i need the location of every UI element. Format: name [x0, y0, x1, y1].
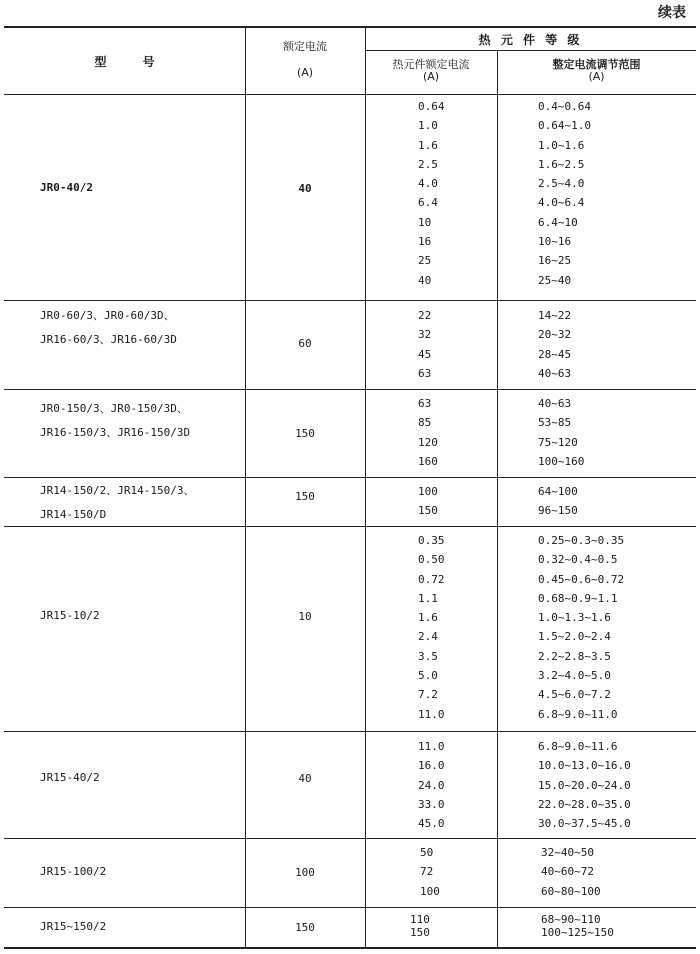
element-current-list [418, 737, 445, 833]
list-item: 63 [418, 366, 432, 380]
column-divider [497, 50, 498, 948]
list-item: 1.1 [418, 591, 438, 605]
list-item: 0.45~0.6~0.72 [538, 572, 625, 586]
adjust-range-list [541, 843, 601, 901]
model-name [40, 397, 190, 445]
list-item: 0.64 [418, 100, 445, 113]
list-item: 22.0~28.0~35.0 [538, 797, 631, 811]
list-item: 60~80~100 [541, 884, 601, 898]
header-subrule [366, 50, 696, 51]
list-item: 45 [418, 347, 432, 361]
list-item: 32 [418, 328, 432, 342]
list-item: 40~60~72 [541, 865, 594, 879]
list-item: 30.0~37.5~45.0 [538, 817, 631, 831]
model-line: JR14-150/2、JR14-150/3、 [40, 484, 195, 497]
model-line: JR14-150/D [40, 508, 107, 521]
list-item: 4.5~6.0~7.2 [538, 688, 611, 702]
list-item: 10 [418, 215, 432, 229]
list-item: 1.6 [418, 138, 438, 152]
element-current-list [418, 394, 438, 471]
list-item: 3.5 [418, 649, 438, 663]
adjust-range-list [538, 482, 578, 521]
rated-current: 40 [298, 182, 312, 195]
rated-current: 10 [298, 610, 312, 623]
list-item: 1.0~1.6 [538, 138, 585, 152]
adjust-range-list [538, 394, 584, 471]
header-thermal-grade: 热 元 件 等 级 [478, 33, 583, 47]
list-item: 85 [418, 416, 432, 430]
list-item: 150 [410, 926, 430, 939]
list-item: 0.35 [418, 534, 445, 547]
list-item: 100 [420, 884, 440, 898]
rated-current: 150 [295, 921, 315, 934]
adjust-range-list [538, 737, 631, 833]
list-item: 6.4~10 [538, 215, 578, 229]
model-line: JR0-150/3、JR0-150/3D、 [40, 402, 188, 415]
list-item: 110 [410, 913, 430, 926]
list-item: 32~40~50 [541, 846, 594, 859]
list-item: 40~63 [538, 366, 572, 380]
model-line: JR16-150/3、JR16-150/3D [40, 426, 191, 439]
table-bottom-rule [4, 947, 696, 949]
adjust-range-list [541, 913, 614, 939]
rated-current: 100 [295, 866, 315, 879]
list-item: 100~125~150 [541, 926, 614, 939]
list-item: 16.0 [418, 759, 445, 773]
model-name [40, 304, 177, 352]
continued-label: 续表 [658, 5, 686, 21]
column-divider [365, 27, 366, 948]
element-current-list [418, 97, 445, 290]
list-item: 0.68~0.9~1.1 [538, 591, 618, 605]
list-item: 14~22 [538, 309, 572, 322]
model-name [40, 479, 194, 527]
list-item: 40 [418, 273, 432, 287]
table-top-rule [4, 26, 696, 28]
list-item: 53~85 [538, 416, 572, 430]
list-item: 5.0 [418, 669, 438, 683]
list-item: 0.4~0.64 [538, 100, 591, 113]
list-item: 33.0 [418, 797, 445, 811]
rated-current: 150 [295, 490, 315, 503]
list-item: 24.0 [418, 778, 445, 792]
list-item: 3.2~4.0~5.0 [538, 669, 611, 683]
column-divider [245, 27, 246, 948]
list-item: 1.0 [418, 119, 438, 133]
header-adjust-range: 整定电流调节范围 [552, 58, 641, 71]
group-divider [4, 731, 696, 732]
list-item: 72 [420, 865, 434, 879]
list-item: 6.8~9.0~11.0 [538, 707, 618, 721]
list-item: 16~25 [538, 254, 572, 268]
group-divider [4, 300, 696, 301]
element-current-list [418, 482, 438, 521]
list-item: 15.0~20.0~24.0 [538, 778, 631, 792]
element-current-list [410, 913, 430, 939]
group-divider [4, 389, 696, 390]
rated-current: 60 [298, 337, 312, 350]
list-item: 20~32 [538, 328, 572, 342]
header-adjust-range-unit: (A) [588, 70, 605, 83]
list-item: 16 [418, 235, 432, 249]
list-item: 1.6 [418, 611, 438, 625]
rated-current: 40 [298, 772, 312, 785]
group-divider [4, 838, 696, 839]
list-item: 64~100 [538, 485, 578, 498]
adjust-range-list [538, 306, 571, 383]
model-name: JR15-40/2 [40, 771, 100, 784]
list-item: 2.5 [418, 157, 438, 171]
list-item: 75~120 [538, 435, 578, 449]
header-model: 型 号 [94, 55, 155, 69]
group-divider [4, 907, 696, 908]
header-bottom-rule [4, 94, 696, 95]
list-item: 25 [418, 254, 432, 268]
list-item: 2.4 [418, 630, 438, 644]
list-item: 63 [418, 397, 432, 410]
list-item: 100 [418, 485, 438, 498]
model-name: JR15-10/2 [40, 609, 100, 622]
element-current-list [418, 531, 445, 724]
list-item: 6.8~9.0~11.6 [538, 740, 618, 753]
list-item: 28~45 [538, 347, 572, 361]
header-rated-current: 额定电流 [283, 40, 327, 53]
list-item: 22 [418, 309, 432, 322]
list-item: 45.0 [418, 817, 445, 831]
element-current-list [418, 306, 431, 383]
list-item: 68~90~110 [541, 913, 601, 926]
list-item: 0.72 [418, 572, 445, 586]
list-item: 11.0 [418, 740, 445, 753]
list-item: 1.0~1.3~1.6 [538, 611, 611, 625]
model-name: JR15~150/2 [40, 920, 107, 933]
model-line: JR0-60/3、JR0-60/3D、 [40, 309, 175, 322]
list-item: 120 [418, 435, 438, 449]
rated-current: 150 [295, 427, 315, 440]
list-item: 0.32~0.4~0.5 [538, 553, 618, 567]
list-item: 0.64~1.0 [538, 119, 591, 133]
header-rated-current-unit: (A) [296, 66, 314, 79]
list-item: 150 [418, 504, 438, 518]
list-item: 4.0~6.4 [538, 196, 585, 210]
list-item: 10~16 [538, 235, 572, 249]
header-element-rated-unit: (A) [422, 70, 440, 83]
list-item: 10.0~13.0~16.0 [538, 759, 631, 773]
model-line: JR16-60/3、JR16-60/3D [40, 333, 177, 346]
adjust-range-list [538, 531, 624, 724]
list-item: 96~150 [538, 504, 578, 518]
group-divider [4, 477, 696, 478]
list-item: 2.2~2.8~3.5 [538, 649, 611, 663]
header-element-rated-current: 热元件额定电流 [392, 58, 470, 71]
element-current-list [420, 843, 440, 901]
list-item: 0.25~0.3~0.35 [538, 534, 625, 547]
model-name: JR15-100/2 [40, 865, 107, 878]
list-item: 4.0 [418, 177, 438, 191]
list-item: 7.2 [418, 688, 438, 702]
list-item: 160 [418, 454, 438, 468]
list-item: 1.5~2.0~2.4 [538, 630, 611, 644]
model-name: JR0-40/2 [40, 181, 93, 194]
list-item: 2.5~4.0 [538, 177, 585, 191]
adjust-range-list [538, 97, 591, 290]
list-item: 40~63 [538, 397, 572, 410]
list-item: 6.4 [418, 196, 438, 210]
list-item: 25~40 [538, 273, 572, 287]
list-item: 11.0 [418, 707, 445, 721]
list-item: 50 [420, 846, 434, 859]
list-item: 0.50 [418, 553, 445, 567]
list-item: 100~160 [538, 454, 585, 468]
list-item: 1.6~2.5 [538, 157, 585, 171]
